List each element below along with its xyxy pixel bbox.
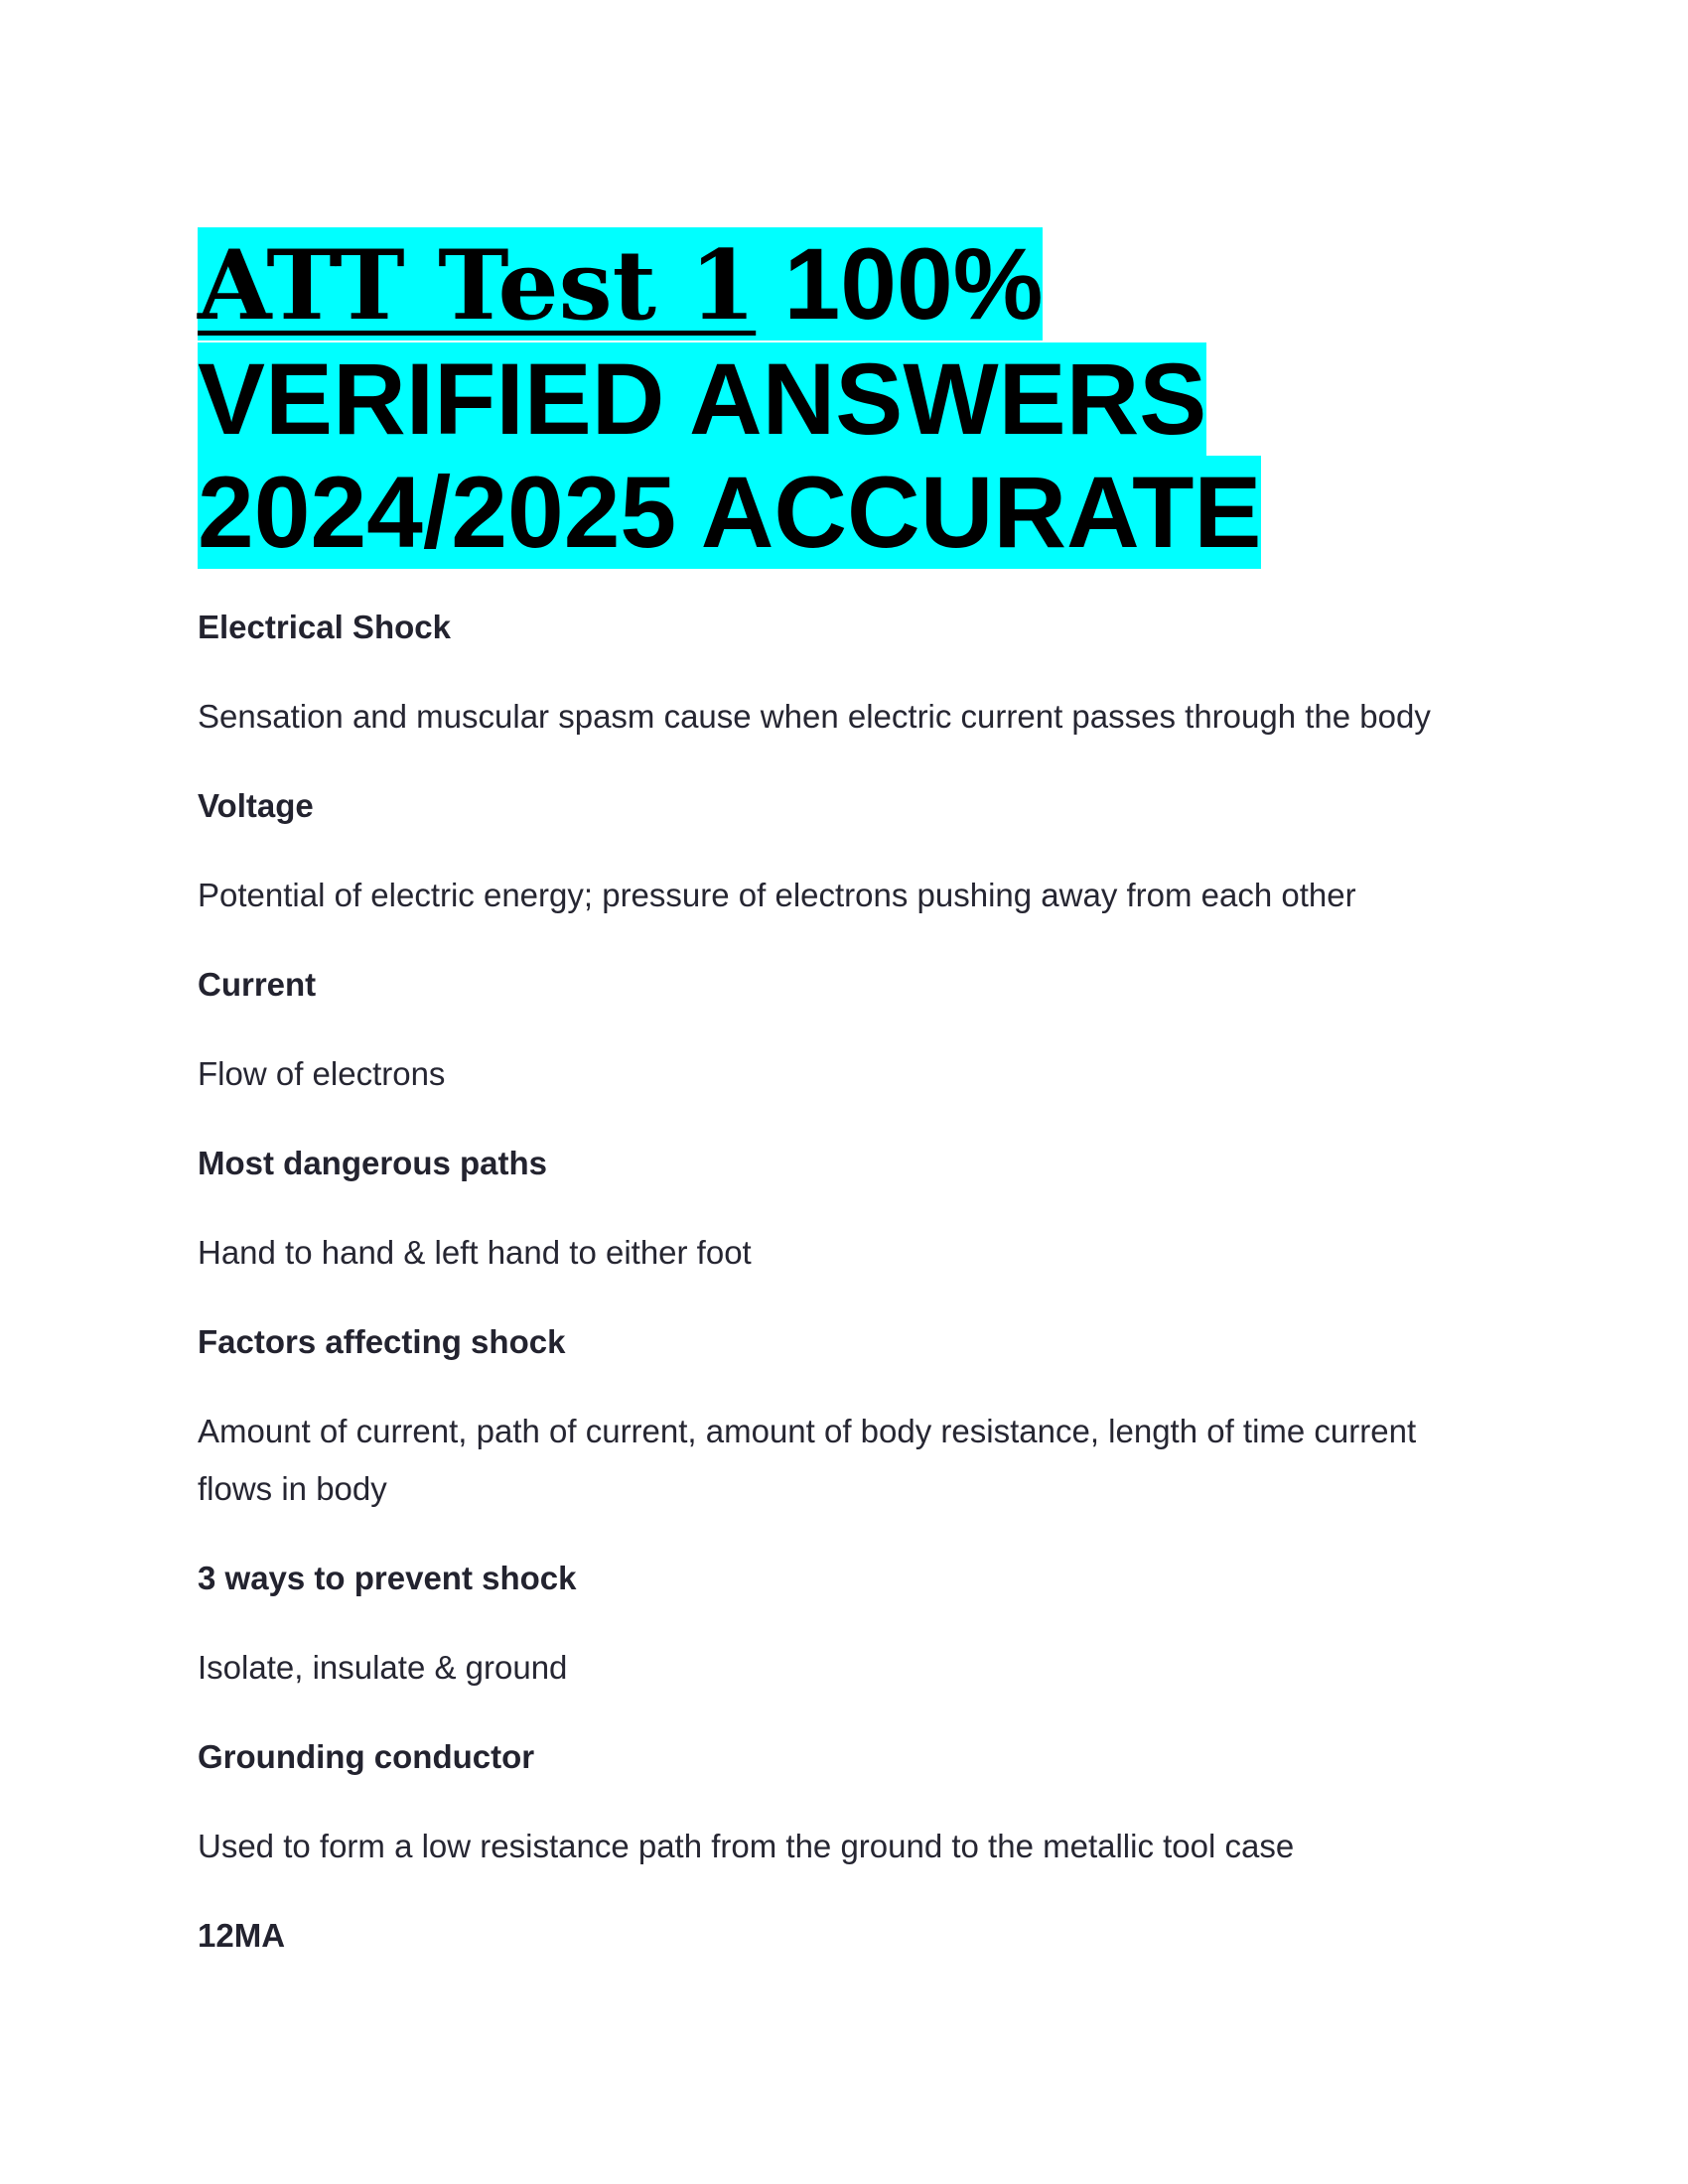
title-course-name: ATT Test 1 <box>198 229 757 341</box>
definition-electrical-shock: Sensation and muscular spasm cause when electric current passes through the body <box>198 698 1431 735</box>
definition-most-dangerous-paths: Hand to hand & left hand to either foot <box>198 1234 752 1271</box>
term-electrical-shock: Electrical Shock <box>198 609 451 645</box>
document-title <box>198 227 1488 569</box>
definition-grounding-conductor: Used to form a low resistance path from the ground to the metallic tool case <box>198 1828 1295 1864</box>
term-most-dangerous-paths: Most dangerous paths <box>198 1145 548 1181</box>
definition-factors-affecting-shock: Amount of current, path of current, amount of body resistance, length of time current flows in body <box>198 1413 1417 1507</box>
term-12ma: 12MA <box>198 1917 286 1954</box>
title-highlight <box>198 227 1261 569</box>
definition-voltage: Potential of electric energy; pressure of electrons pushing away from each other <box>198 877 1356 913</box>
title-subtitle: 100% VERIFIED ANSWERS 2024/2025 ACCURATE <box>198 227 1262 569</box>
term-voltage: Voltage <box>198 787 314 824</box>
definition-ways-to-prevent-shock: Isolate, insulate & ground <box>198 1649 568 1686</box>
term-current: Current <box>198 966 317 1003</box>
term-grounding-conductor: Grounding conductor <box>198 1738 535 1775</box>
term-factors-affecting-shock: Factors affecting shock <box>198 1323 566 1360</box>
definition-current: Flow of electrons <box>198 1055 446 1092</box>
term-ways-to-prevent-shock: 3 ways to prevent shock <box>198 1560 577 1596</box>
